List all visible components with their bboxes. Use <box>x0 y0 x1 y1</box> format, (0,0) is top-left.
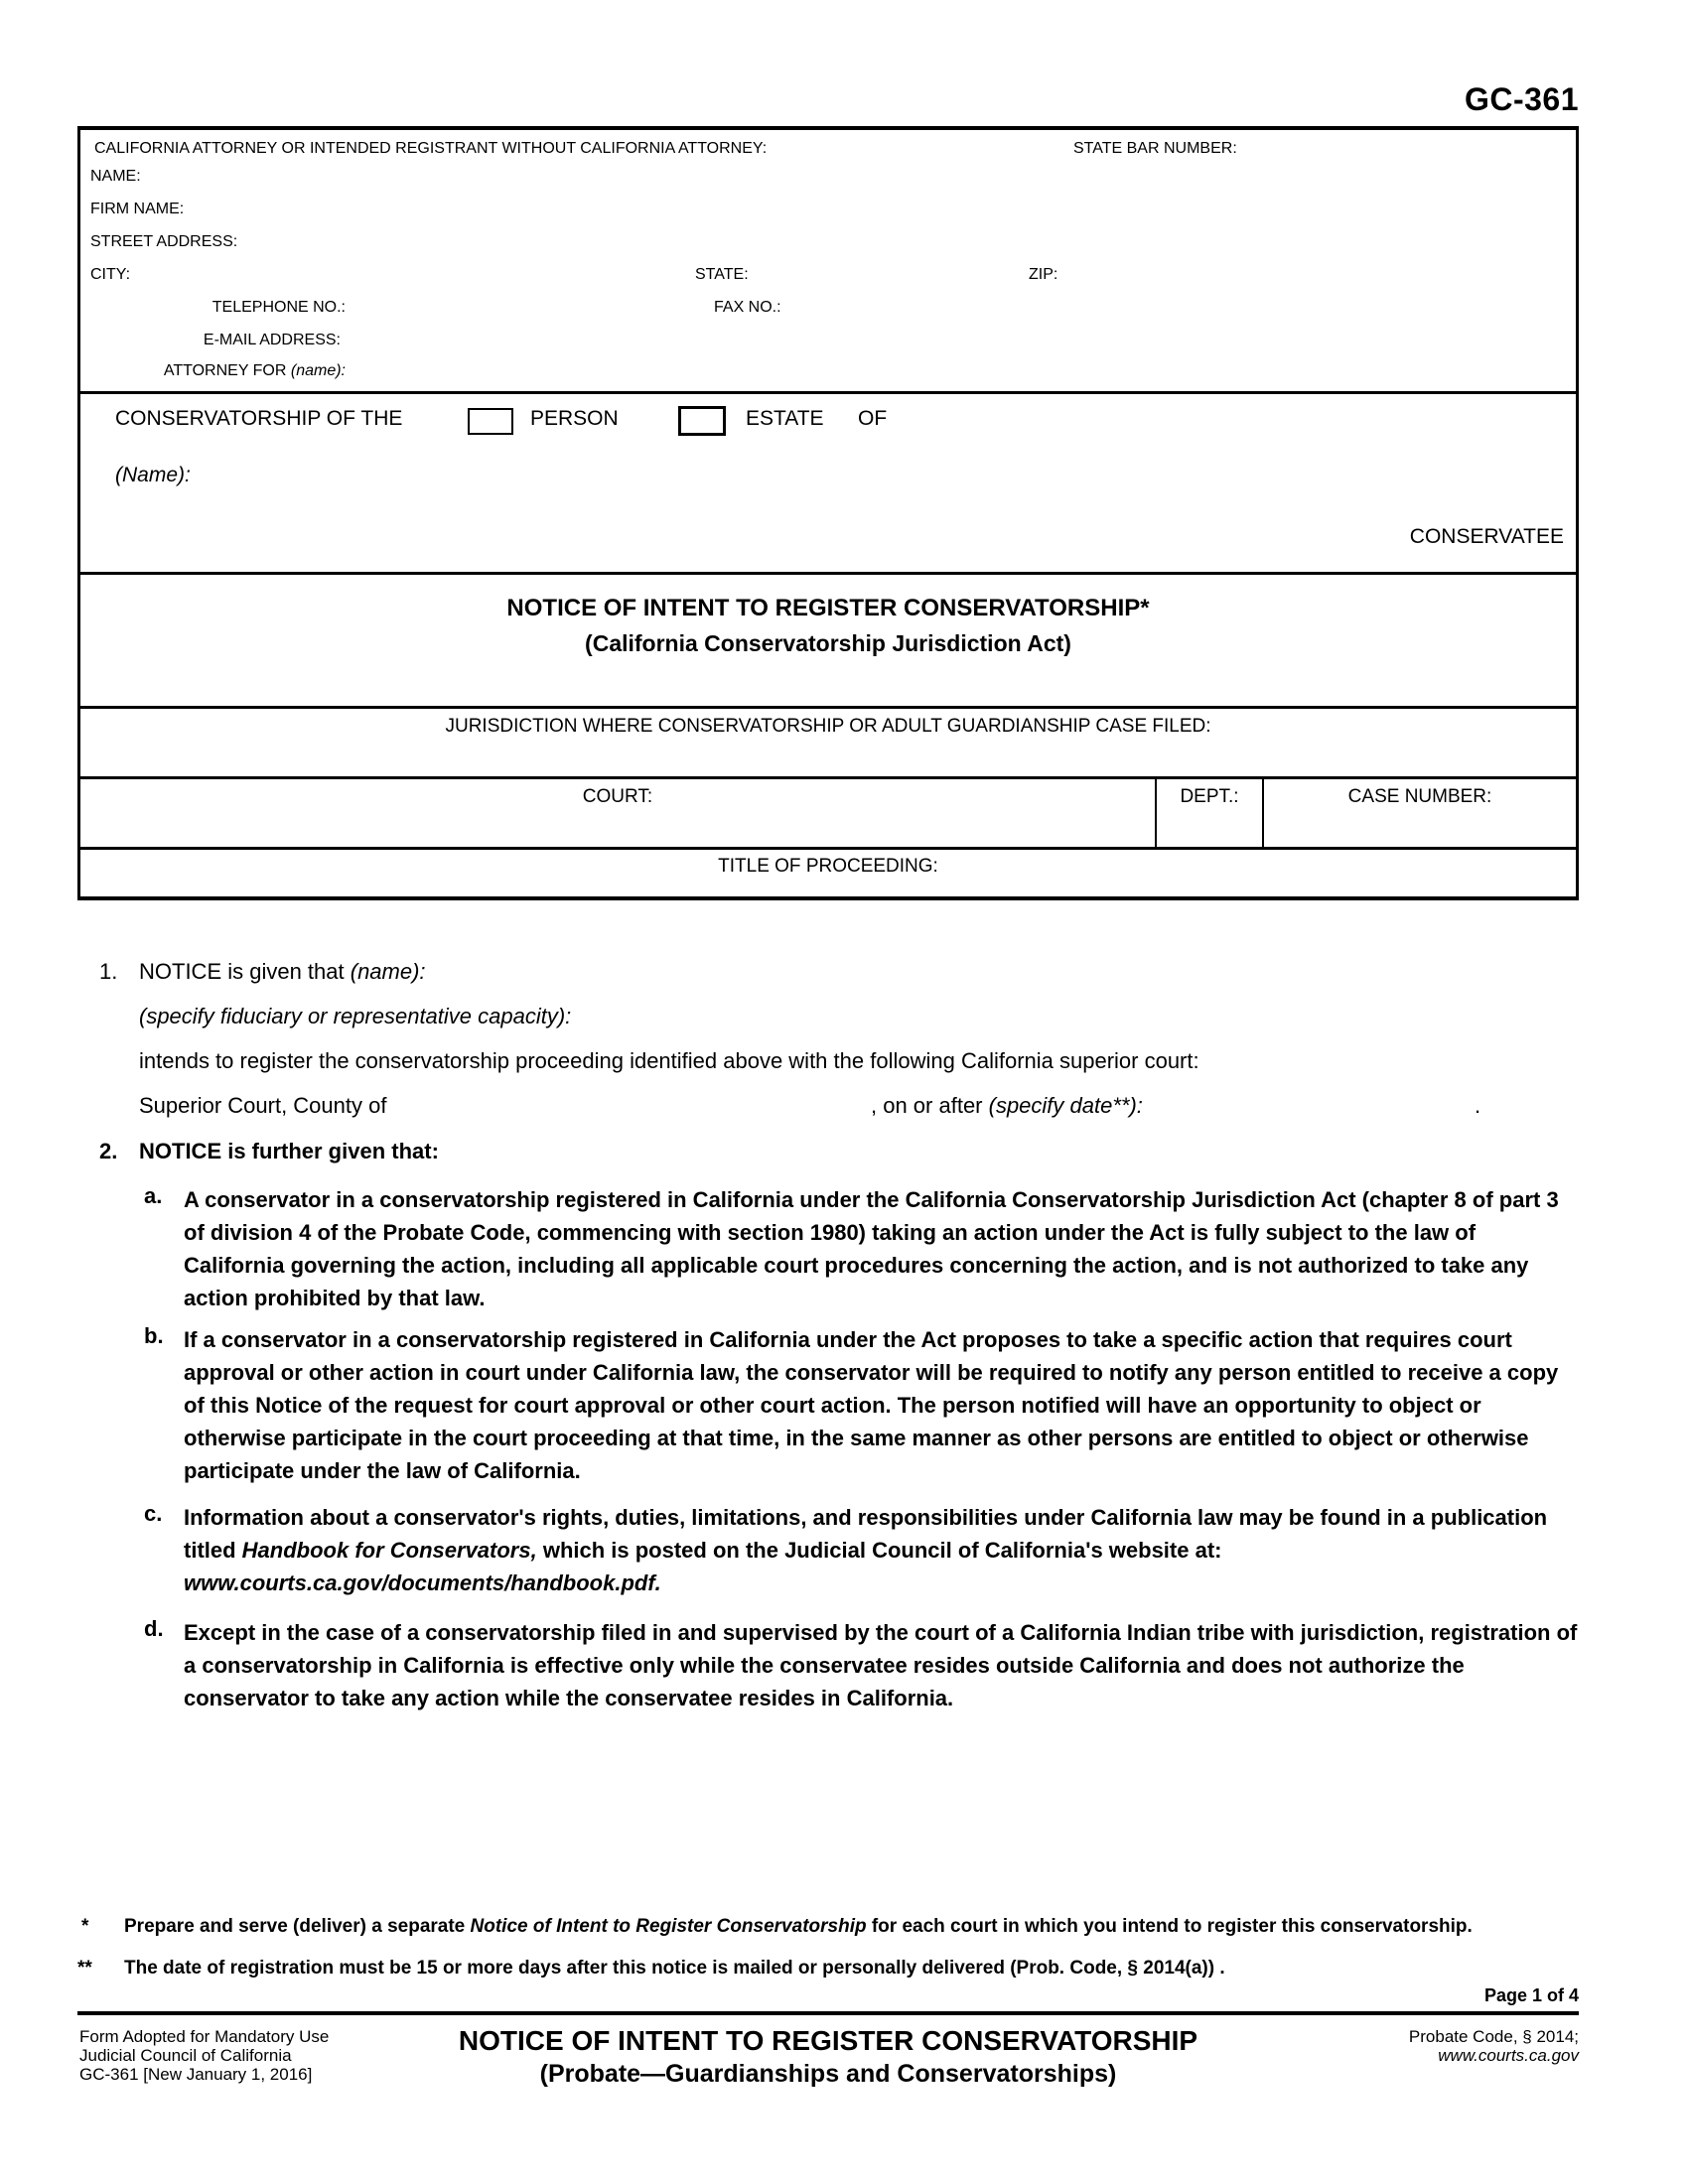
telephone-label: TELEPHONE NO.: <box>211 299 346 316</box>
item1-county-label: Superior Court, County of <box>139 1093 387 1118</box>
of-label: OF <box>858 407 888 430</box>
item2d-letter: d. <box>144 1616 164 1641</box>
footnote-star-suffix: for each court in which you intend to register this conservatorship. <box>866 1916 1473 1937</box>
item2c-letter: c. <box>144 1501 163 1526</box>
item1-line4-period: . <box>1475 1093 1481 1118</box>
estate-label: ESTATE <box>746 407 824 430</box>
attorney-for-text: ATTORNEY FOR <box>163 362 291 379</box>
footer-left-line2: Judicial Council of California <box>79 2046 292 2065</box>
dept-label: DEPT.: <box>1180 786 1239 807</box>
case-number-cell <box>1264 779 1576 850</box>
footer-divider <box>77 2011 1579 2015</box>
item1-line1-name: (name): <box>350 959 426 984</box>
form-title: NOTICE OF INTENT TO REGISTER CONSERVATORSHIP* <box>506 595 1150 621</box>
jurisdiction-label: JURISDICTION WHERE CONSERVATORSHIP OR ADULT GUARDIANSHIP CASE FILED: <box>445 716 1211 737</box>
case-number-label: CASE NUMBER: <box>1347 786 1492 807</box>
attorney-for-name: (name): <box>290 362 346 379</box>
title-of-proceeding-label: TITLE OF PROCEEDING: <box>718 856 938 877</box>
conservatorship-of-the-label: CONSERVATORSHIP OF THE <box>115 407 403 430</box>
conservatee-name-label: (Name): <box>115 464 191 486</box>
form-subtitle: (California Conservatorship Jurisdiction Act) <box>585 630 1071 656</box>
item2a-letter: a. <box>144 1183 163 1208</box>
name-label: NAME: <box>90 168 141 185</box>
item1-number: 1. <box>99 959 118 984</box>
item1-line4 <box>139 1093 1579 1119</box>
item2c-handbook-title: Handbook for Conservators, <box>241 1538 537 1563</box>
item2c-suffix: which is posted on the Judicial Council of California's website at: <box>536 1538 1222 1563</box>
item2b-letter: b. <box>144 1323 164 1348</box>
footer-left-line3: GC-361 [New January 1, 2016] <box>79 2065 313 2084</box>
item1-on-or-after-text: , on or after <box>871 1093 989 1118</box>
item2c-prefix: Information about a conservator's rights, duties, limitations, and responsibilities under California law may be found in a publication titled <box>184 1505 1548 1563</box>
state-label: STATE: <box>695 266 749 283</box>
footer-title: NOTICE OF INTENT TO REGISTER CONSERVATORSHIP <box>458 2025 1198 2056</box>
court-row <box>80 776 1576 847</box>
item2c-text <box>184 1501 1579 1599</box>
footnote-star-marker: * <box>81 1916 89 1937</box>
footnote-doublestar: The date of registration must be 15 or more days after this notice is mailed or personally delivered (Prob. Code, § 2014(a)) . <box>124 1958 1225 1979</box>
email-label: E-MAIL ADDRESS: <box>203 332 341 348</box>
footer-left-line1: Form Adopted for Mandatory Use <box>79 2027 330 2046</box>
street-address-label: STREET ADDRESS: <box>90 233 238 250</box>
item2d-text: Except in the case of a conservatorship filed in and supervised by the court of a California Indian tribe with jurisdiction, registration of a conservatorship in California is effective only while the conservatee resides outside California and does not authorize the conservator to take any action while the conservatee resides in California. <box>184 1620 1578 1710</box>
court-label: COURT: <box>582 786 653 807</box>
item2-heading: NOTICE is further given that: <box>139 1139 439 1163</box>
item1-line1 <box>139 959 426 985</box>
title-of-proceeding-row <box>80 847 1576 896</box>
item1-on-or-after <box>871 1093 1143 1119</box>
footer-right <box>77 2027 1579 2065</box>
person-label: PERSON <box>530 407 619 430</box>
footnote-doublestar-marker: ** <box>77 1958 92 1979</box>
item2b-text: If a conservator in a conservatorship registered in California under the Act proposes to take a specific action that requires court approval or other action in court under California law, the conservator will be required to notify any person entitled to receive a copy of this Notice of the request for court approval or other court action. The person notified will have an opportunity to object or otherwise participate in the court proceeding at that time, in the same manner as other persons are entitled to object or otherwise participate under the law of California. <box>184 1327 1559 1483</box>
footnote-star <box>124 1916 1579 1938</box>
item1-specify-date: (specify date**): <box>988 1093 1143 1118</box>
jurisdiction-row <box>80 706 1576 776</box>
item1-line2: (specify fiduciary or representative capacity): <box>139 1004 572 1028</box>
item1-line3: intends to register the conservatorship proceeding identified above with the following California superior court: <box>139 1048 1199 1073</box>
title-box <box>80 572 1576 706</box>
footer-right-line2: www.courts.ca.gov <box>1438 2046 1579 2065</box>
item2-number: 2. <box>99 1139 118 1163</box>
conservatorship-caption <box>80 391 1576 572</box>
footnote-star-prefix: Prepare and serve (deliver) a separate <box>124 1916 471 1937</box>
attorney-for-label <box>80 362 346 380</box>
attorney-header-label: CALIFORNIA ATTORNEY OR INTENDED REGISTRANT WITHOUT CALIFORNIA ATTORNEY: <box>94 140 768 157</box>
item2c-handbook-url: www.courts.ca.gov/documents/handbook.pdf. <box>184 1570 661 1595</box>
city-label: CITY: <box>90 266 131 283</box>
zip-label: ZIP: <box>1029 266 1058 283</box>
conservatee-label: CONSERVATEE <box>1409 525 1564 548</box>
firm-name-label: FIRM NAME: <box>90 201 185 217</box>
dept-cell <box>1155 779 1264 850</box>
fax-label: FAX NO.: <box>714 299 781 316</box>
item2a-text: A conservator in a conservatorship registered in California under the California Conservatorship Jurisdiction Act (chapter 8 of part 3 of division 4 of the Probate Code, commencing with section 1980) taking an action under the Act is fully subject to the law of California governing the action, including all applicable court procedures concerning the action, and is not authorized to take any action prohibited by that law. <box>184 1187 1559 1310</box>
item1-line1-text: NOTICE is given that <box>139 959 351 984</box>
state-bar-number-label: STATE BAR NUMBER: <box>1073 140 1237 157</box>
footer-subtitle: (Probate—Guardianships and Conservatorships) <box>539 2060 1117 2088</box>
page-indicator: Page 1 of 4 <box>1483 1985 1579 2005</box>
footnote-star-form-name: Notice of Intent to Register Conservatorship <box>470 1916 867 1937</box>
footer-right-line1: Probate Code, § 2014; <box>1408 2027 1579 2046</box>
caption-table <box>77 126 1579 900</box>
estate-checkbox[interactable] <box>678 406 726 436</box>
form-number: GC-361 <box>1464 81 1579 117</box>
court-cell <box>80 779 1155 850</box>
person-checkbox[interactable] <box>468 408 513 435</box>
